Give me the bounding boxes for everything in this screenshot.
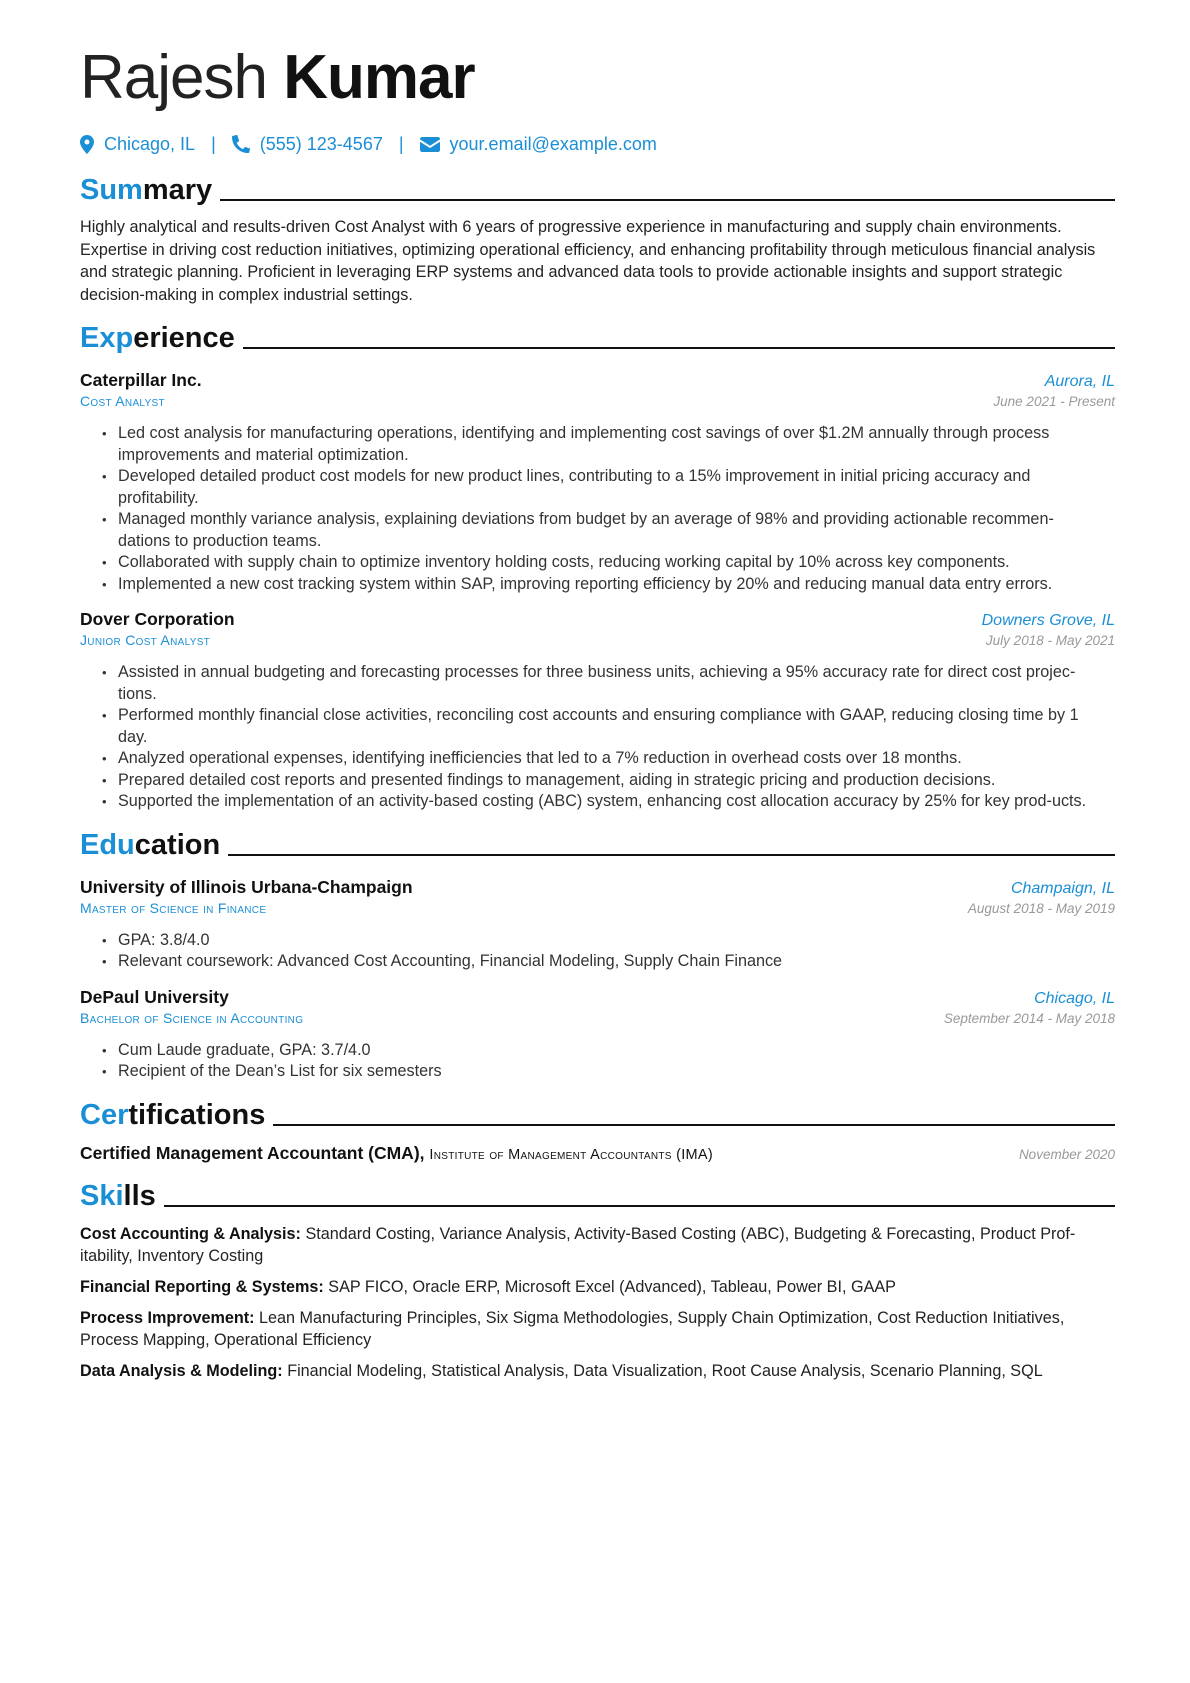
last-name: Kumar (283, 43, 475, 112)
certifications-heading (80, 1097, 1115, 1133)
skill-group (80, 1360, 1115, 1382)
bullet-item: • Recipient of the Dean’s List for six semesters (118, 1061, 1115, 1083)
section-rule (220, 199, 1115, 201)
skill-group (80, 1307, 1115, 1351)
section-title: Experience (80, 322, 235, 354)
section-title: Summary (80, 174, 213, 206)
company-name: Dover Corporation (80, 609, 235, 629)
job-location: Downers Grove, IL (981, 612, 1115, 629)
skill-group (80, 1276, 1115, 1298)
section-title: Skills (80, 1179, 156, 1212)
section-rule (273, 1124, 1115, 1126)
skill-list: Lean Manufacturing Principles, Six Sigma Methodologies, Supply Chain Optimization, Cost Reduction Initiatives, Process Mapping, Operational Efficiency (80, 1308, 1065, 1349)
experience-heading (80, 320, 1115, 356)
bullet-item: • Relevant coursework: Advanced Cost Accounting, Financial Modeling, Supply Chain Finance (118, 951, 1115, 973)
bullet-item: • Collaborated with supply chain to optimize inventory holding costs, reducing working capital by 10% across key components. (118, 552, 1115, 574)
bullet-item: • Led cost analysis for manufacturing operations, identifying and implementing cost savings of over $1.2M annually through process improvements and material optimization. (118, 423, 1115, 466)
phone-icon (232, 135, 250, 153)
degree: Master of Science in Finance (80, 899, 267, 916)
education-bullets (80, 930, 1115, 973)
company-name: Caterpillar Inc. (80, 370, 202, 390)
degree: Bachelor of Science in Accounting (80, 1009, 304, 1026)
job-entry (80, 370, 1115, 595)
summary-text: Highly analytical and results-driven Cost Analyst with 6 years of progressive experience in manufacturing and supply chain environments. Expertise in driving cost reduction initiatives, optimizing operational efficiency, and enhancing profitability through meticulous financial analysis and strategic planning. Proficient in leveraging ERP systems and advanced data tools to provide actionable insights and support strategic decision-making in complex industrial settings. (80, 218, 1096, 304)
certification-date: November 2020 (1018, 1146, 1115, 1162)
certification-entry (80, 1143, 1115, 1164)
bullet-item: • Assisted in annual budgeting and forecasting processes for three business units, achieving a 95% accuracy rate for direct cost projec-tions. (118, 662, 1115, 705)
contact-phone[interactable] (232, 134, 383, 155)
skill-category: Financial Reporting & Systems: (80, 1277, 324, 1296)
contact-email[interactable] (420, 134, 657, 155)
school-name: DePaul University (80, 986, 229, 1007)
section-rule (228, 854, 1115, 856)
certification-title: Certified Management Accountant (CMA), (80, 1142, 425, 1163)
first-name: Rajesh (80, 43, 267, 112)
bullet-item: • Cum Laude graduate, GPA: 3.7/4.0 (118, 1040, 1115, 1062)
bullet-item: • Prepared detailed cost reports and presented findings to management, aiding in strategic pricing and production decisions. (118, 770, 1115, 792)
job-location: Aurora, IL (1044, 373, 1115, 390)
education-entry (80, 987, 1115, 1083)
bullet-item: • Managed monthly variance analysis, explaining deviations from budget by an average of 98% and providing actionable recommen-dations to production teams. (118, 509, 1115, 552)
bullet-item: • Performed monthly financial close activities, reconciling cost accounts and ensuring compliance with GAAP, reducing closing time by 1 day. (118, 705, 1115, 748)
school-location: Champaign, IL (1010, 879, 1115, 897)
bullet-item: • Supported the implementation of an activity-based costing (ABC) system, enhancing cost allocation accuracy by 25% for key prod-ucts. (118, 791, 1115, 813)
job-bullets (80, 423, 1115, 595)
section-title: Education (80, 828, 221, 861)
bullet-item: • Implemented a new cost tracking system within SAP, improving reporting efficiency by 20% and reducing manual data entry errors. (118, 574, 1115, 596)
contact-location (80, 134, 195, 155)
phone-text: (555) 123-4567 (259, 133, 383, 154)
section-rule (164, 1205, 1115, 1207)
job-title: Cost Analyst (80, 393, 165, 409)
school-dates: September 2014 - May 2018 (943, 1010, 1115, 1026)
skill-category: Cost Accounting & Analysis: (80, 1224, 301, 1243)
skill-list: Financial Modeling, Statistical Analysis, Data Visualization, Root Cause Analysis, Scenario Planning, SQL (287, 1361, 1043, 1380)
education-entry (80, 877, 1115, 973)
map-marker-icon (80, 135, 94, 154)
summary-heading (80, 172, 1115, 208)
certification-issuer: Institute of Management Accountants (IMA) (429, 1146, 714, 1163)
job-title: Junior Cost Analyst (80, 632, 211, 648)
skills-heading (80, 1178, 1115, 1214)
contact-separator: | (398, 133, 404, 154)
education-heading (80, 827, 1115, 863)
job-entry (80, 609, 1115, 813)
skill-category: Process Improvement: (80, 1308, 255, 1327)
job-dates: June 2021 - Present (993, 394, 1115, 409)
skill-group (80, 1223, 1115, 1267)
section-title: Certifications (80, 1098, 266, 1131)
contact-line (80, 130, 1115, 158)
school-dates: August 2018 - May 2019 (967, 900, 1115, 916)
contact-separator: | (211, 133, 216, 154)
skill-list: Standard Costing, Variance Analysis, Activity-Based Costing (ABC), Budgeting & Forecasting, Product Prof-itability, Inventory Costing (80, 1224, 1076, 1265)
section-rule (243, 347, 1115, 349)
candidate-name (80, 40, 1115, 116)
school-name: University of Illinois Urbana-Champaign (80, 876, 413, 897)
skill-list: SAP FICO, Oracle ERP, Microsoft Excel (Advanced), Tableau, Power BI, GAAP (328, 1277, 896, 1296)
email-text: your.email@example.com (449, 133, 657, 154)
education-bullets (80, 1040, 1115, 1083)
location-text: Chicago, IL (104, 133, 196, 154)
job-bullets (80, 662, 1115, 813)
bullet-item: • Analyzed operational expenses, identifying inefficiencies that led to a 7% reduction in overhead costs over 18 months. (118, 748, 1115, 770)
bullet-item: • GPA: 3.8/4.0 (118, 930, 1115, 952)
job-dates: July 2018 - May 2021 (985, 633, 1115, 648)
skill-category: Data Analysis & Modeling: (80, 1361, 283, 1380)
school-location: Chicago, IL (1034, 989, 1115, 1007)
envelope-icon (420, 137, 440, 152)
bullet-item: • Developed detailed product cost models for new product lines, contributing to a 15% improvement in initial pricing accuracy and profitability. (118, 466, 1115, 509)
